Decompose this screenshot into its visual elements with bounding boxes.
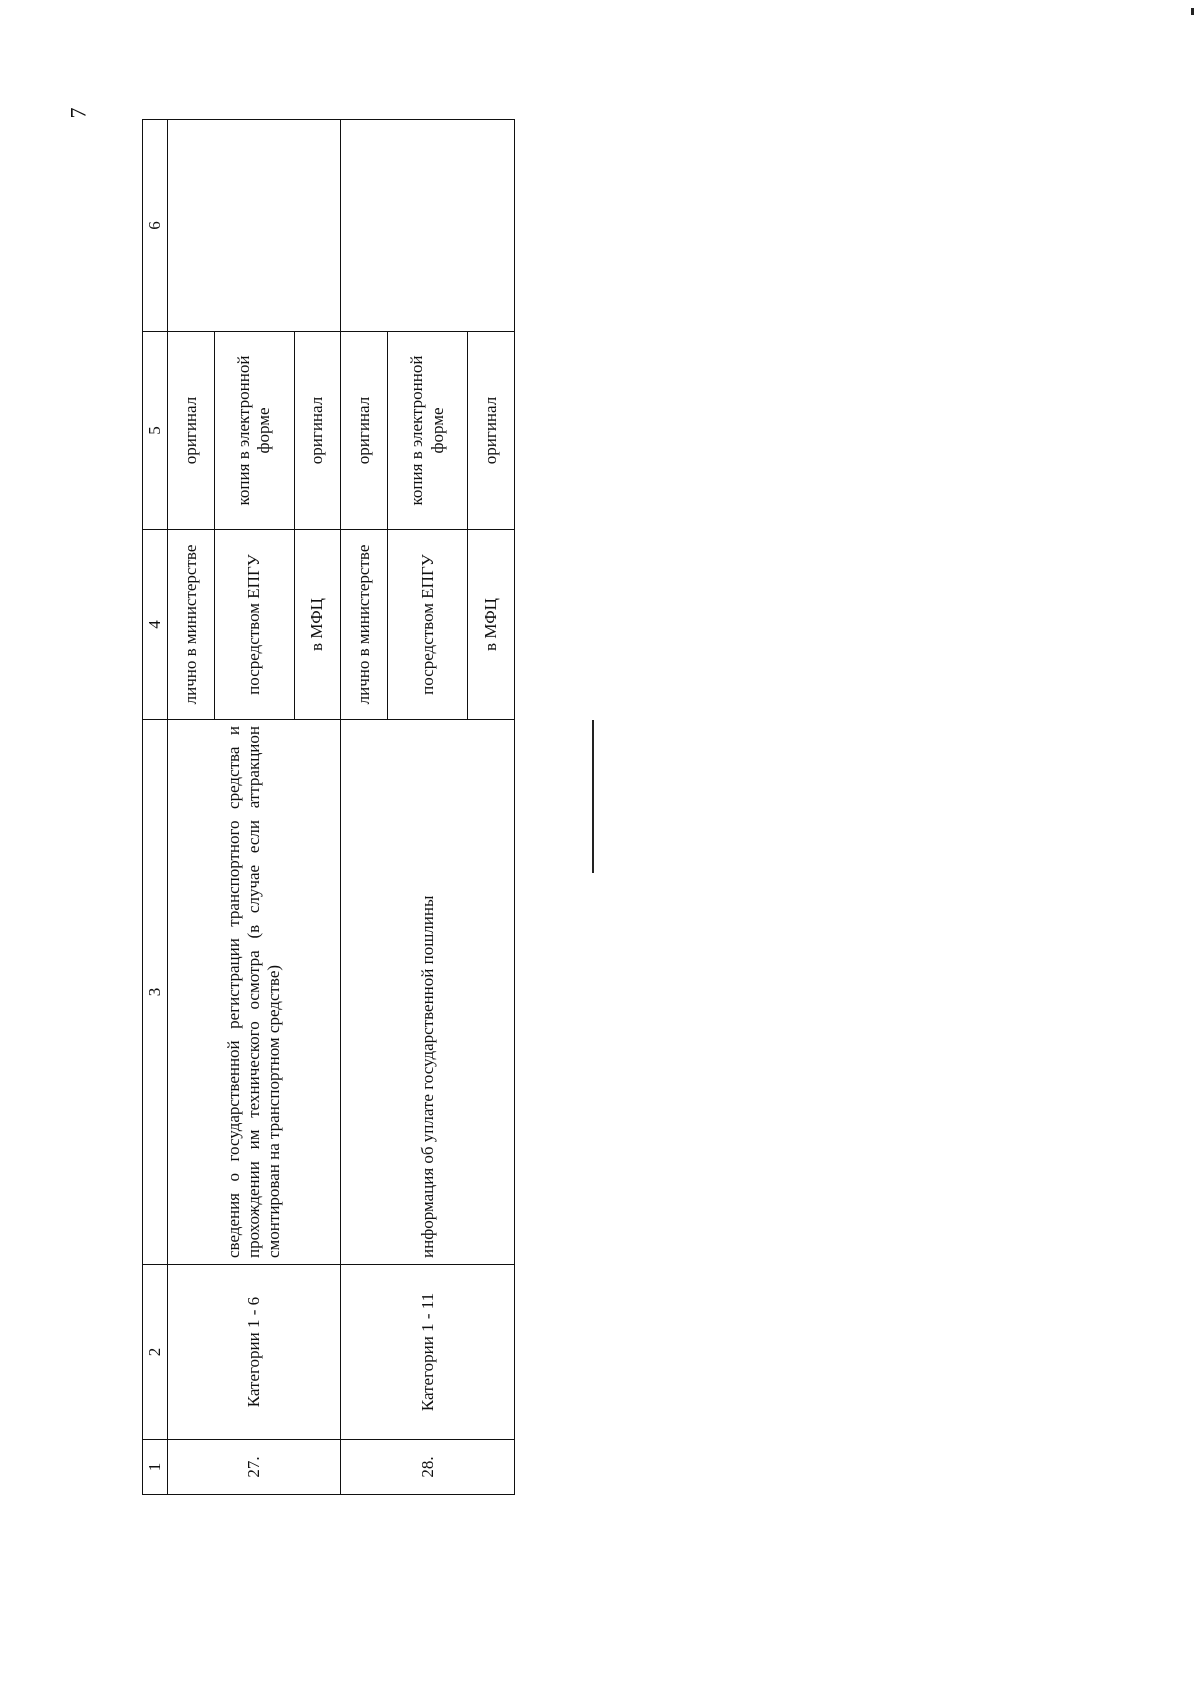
page-number: 7 [65, 107, 91, 119]
row-description: информация об уплате государственной пошлины [341, 720, 515, 1265]
table-row [168, 120, 215, 1495]
row-category: Категории 1 - 6 [168, 1265, 341, 1440]
row-col6 [341, 120, 515, 332]
row-category: Категории 1 - 11 [341, 1265, 515, 1440]
rotated-table-container [142, 120, 515, 1495]
documents-table [142, 119, 515, 1495]
scan-edge-mark [1191, 8, 1194, 15]
row-number: 27. [168, 1440, 341, 1495]
header-col-6: 6 [143, 120, 168, 332]
header-col-4: 4 [143, 530, 168, 720]
row-number: 28. [341, 1440, 515, 1495]
document-form: оригинал [294, 332, 341, 530]
table-row [341, 120, 388, 1495]
row-col6 [168, 120, 341, 332]
submission-way: в МФЦ [294, 530, 341, 720]
submission-way: лично в министерстве [341, 530, 388, 720]
submission-way: лично в министерстве [168, 530, 215, 720]
header-col-3: 3 [143, 720, 168, 1265]
submission-way: посредством ЕПГУ [388, 530, 468, 720]
row-description: сведения о государственной регистрации транспортного средства и прохождении им технического осмотра (в случае если аттракцион смонтирован на транспортном средстве) [168, 720, 341, 1265]
document-form: оригинал [468, 332, 515, 530]
header-row [143, 120, 168, 1495]
document-form: оригинал [341, 332, 388, 530]
closing-rule [592, 720, 594, 873]
document-form: оригинал [168, 332, 215, 530]
document-form: копия в электронной форме [214, 332, 294, 530]
header-col-5: 5 [143, 332, 168, 530]
document-form: копия в электронной форме [388, 332, 468, 530]
header-col-2: 2 [143, 1265, 168, 1440]
submission-way: в МФЦ [468, 530, 515, 720]
submission-way: посредством ЕПГУ [214, 530, 294, 720]
header-col-1: 1 [143, 1440, 168, 1495]
